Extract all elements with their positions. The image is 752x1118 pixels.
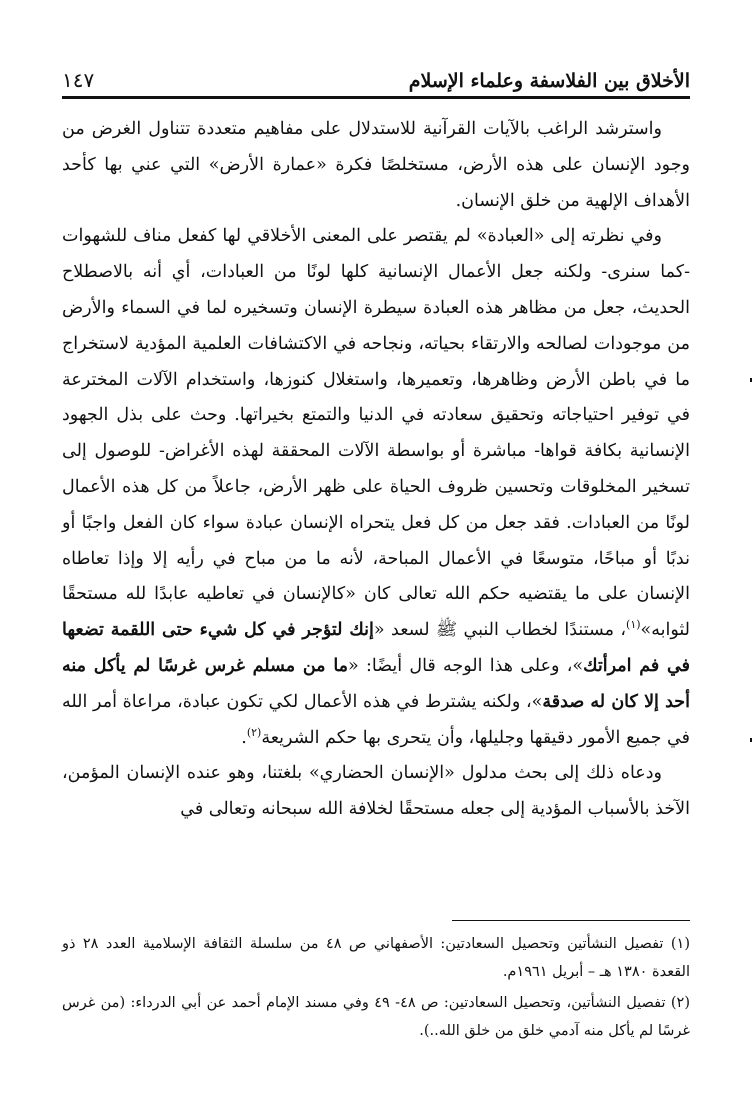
footnote-ref-1[interactable]: (١): [626, 618, 641, 632]
paragraph-2: [62, 219, 690, 756]
header-rule: [62, 96, 690, 99]
hadith-quote-2: ما من مسلم غرس غرسًا لم يأكل منه أحد إلا كان له صدقة: [62, 655, 690, 712]
page-number: ١٤٧: [62, 68, 95, 92]
paragraph-2-text-c: »، وعلى هذا الوجه قال أيضًا: «: [348, 655, 584, 676]
paragraph-1: واسترشد الراغب بالآيات القرآنية للاستدلال على مفاهيم متعددة تتناول الغرض من وجود الإنسان على هذه الأرض، مستخلصًا فكرة «عمارة الأرض» التي عني بها كأحد الأهداف الإلهية من خلق الإنسان.: [62, 119, 690, 211]
main-text: [62, 112, 690, 828]
header-title: الأخلاق بين الفلاسفة وعلماء الإسلام: [408, 70, 690, 92]
footnote-2: (٢) تفصيل النشأتين، وتحصيل السعادتين: ص ٤٨- ٤٩ وفي مسند الإمام أحمد عن أبي الدرداء: (من غرس غرسًا لم يأكل منه آدمي خلق من خلق الله..).: [62, 995, 690, 1039]
paragraph-2-text-b: ، مستندًا لخطاب النبي ﷺ لسعد «: [373, 620, 627, 641]
footnotes: [62, 930, 690, 1048]
paragraph-2-text-d: »، ولكنه يشترط في هذه الأعمال لكي تكون عبادة، مراعاة أمر الله في جميع الأمور دقيقها وجليلها، وأن يتحرى بها حكم الشريعة: [62, 691, 690, 748]
hadith-quote-1: إنك لتؤجر في كل شيء حتى اللقمة تضعها في فم امرأتك: [62, 620, 690, 676]
paragraph-3: ودعاه ذلك إلى بحث مدلول «الإنسان الحضاري» بلغتنا، وهو عنده الإنسان المؤمن، الآخذ بالأسباب المؤدية إلى جعله مستحقًا لخلافة الله سبحانه وتعالى في: [62, 763, 690, 820]
paragraph-2-text-a: وفي نظرته إلى «العبادة» لم يقتصر على المعنى الأخلاقي لها كفعل مناف للشهوات -كما سنرى- ولكنه جعل الأعمال الإنسانية كلها لونًا من العبادات، أي أنه بالاصطلاح الحديث، جعل من مظاهر هذه العبادة سيطرة الإنسان وتسخيره لما في السماء والأرض من موجودات لصالحه والارتقاء بحياته، ونجاحه في الاكتشافات العلمية المؤدية لاستخراج ما في باطن الأرض وظاهرها، وتعميرها، واستغلال كنوزها، واستخدام الآلات المخترعة في توفير احتياجاته وتحقيق سعادته في الدنيا والتمتع بخيراتها. وحث على بذل الجهود الإنسانية بكافة قواها- مباشرة أو بواسطة الآلات المحققة لهذه الأغراض- للوصول إلى تسخير المخلوقات وتحسين ظروف الحياة على ظهر الأرض، جاعلاً من كل هذه الأعمال لونًا من العبادات. فقد جعل من كل فعل يتحراه الإنسان عبادة سواء كان الفعل واجبًا أو ندبًا أو مباحًا، متوسعًا في الأعمال المباحة، لأنه ما من مباح في رأيه إلا وإذا تعاطاه الإنسان على ما يقتضيه حكم الله تعالى كان «كالإنسان في تعاطيه عابدًا لله مستحقًا لثوابه»: [62, 226, 691, 641]
footnote-ref-2[interactable]: (٢): [246, 725, 262, 739]
paragraph-2-text-e: .: [241, 727, 247, 748]
footnote-rule: [452, 920, 690, 921]
running-header: [62, 62, 690, 92]
footnote-1: (١) تفصيل النشأتين وتحصيل السعادتين: الأصفهاني ص ٤٨ من سلسلة الثقافة الإسلامية العدد ٢٨ ذو القعدة ١٣٨٠ هـ – أبريل ١٩٦١م.: [62, 936, 690, 980]
